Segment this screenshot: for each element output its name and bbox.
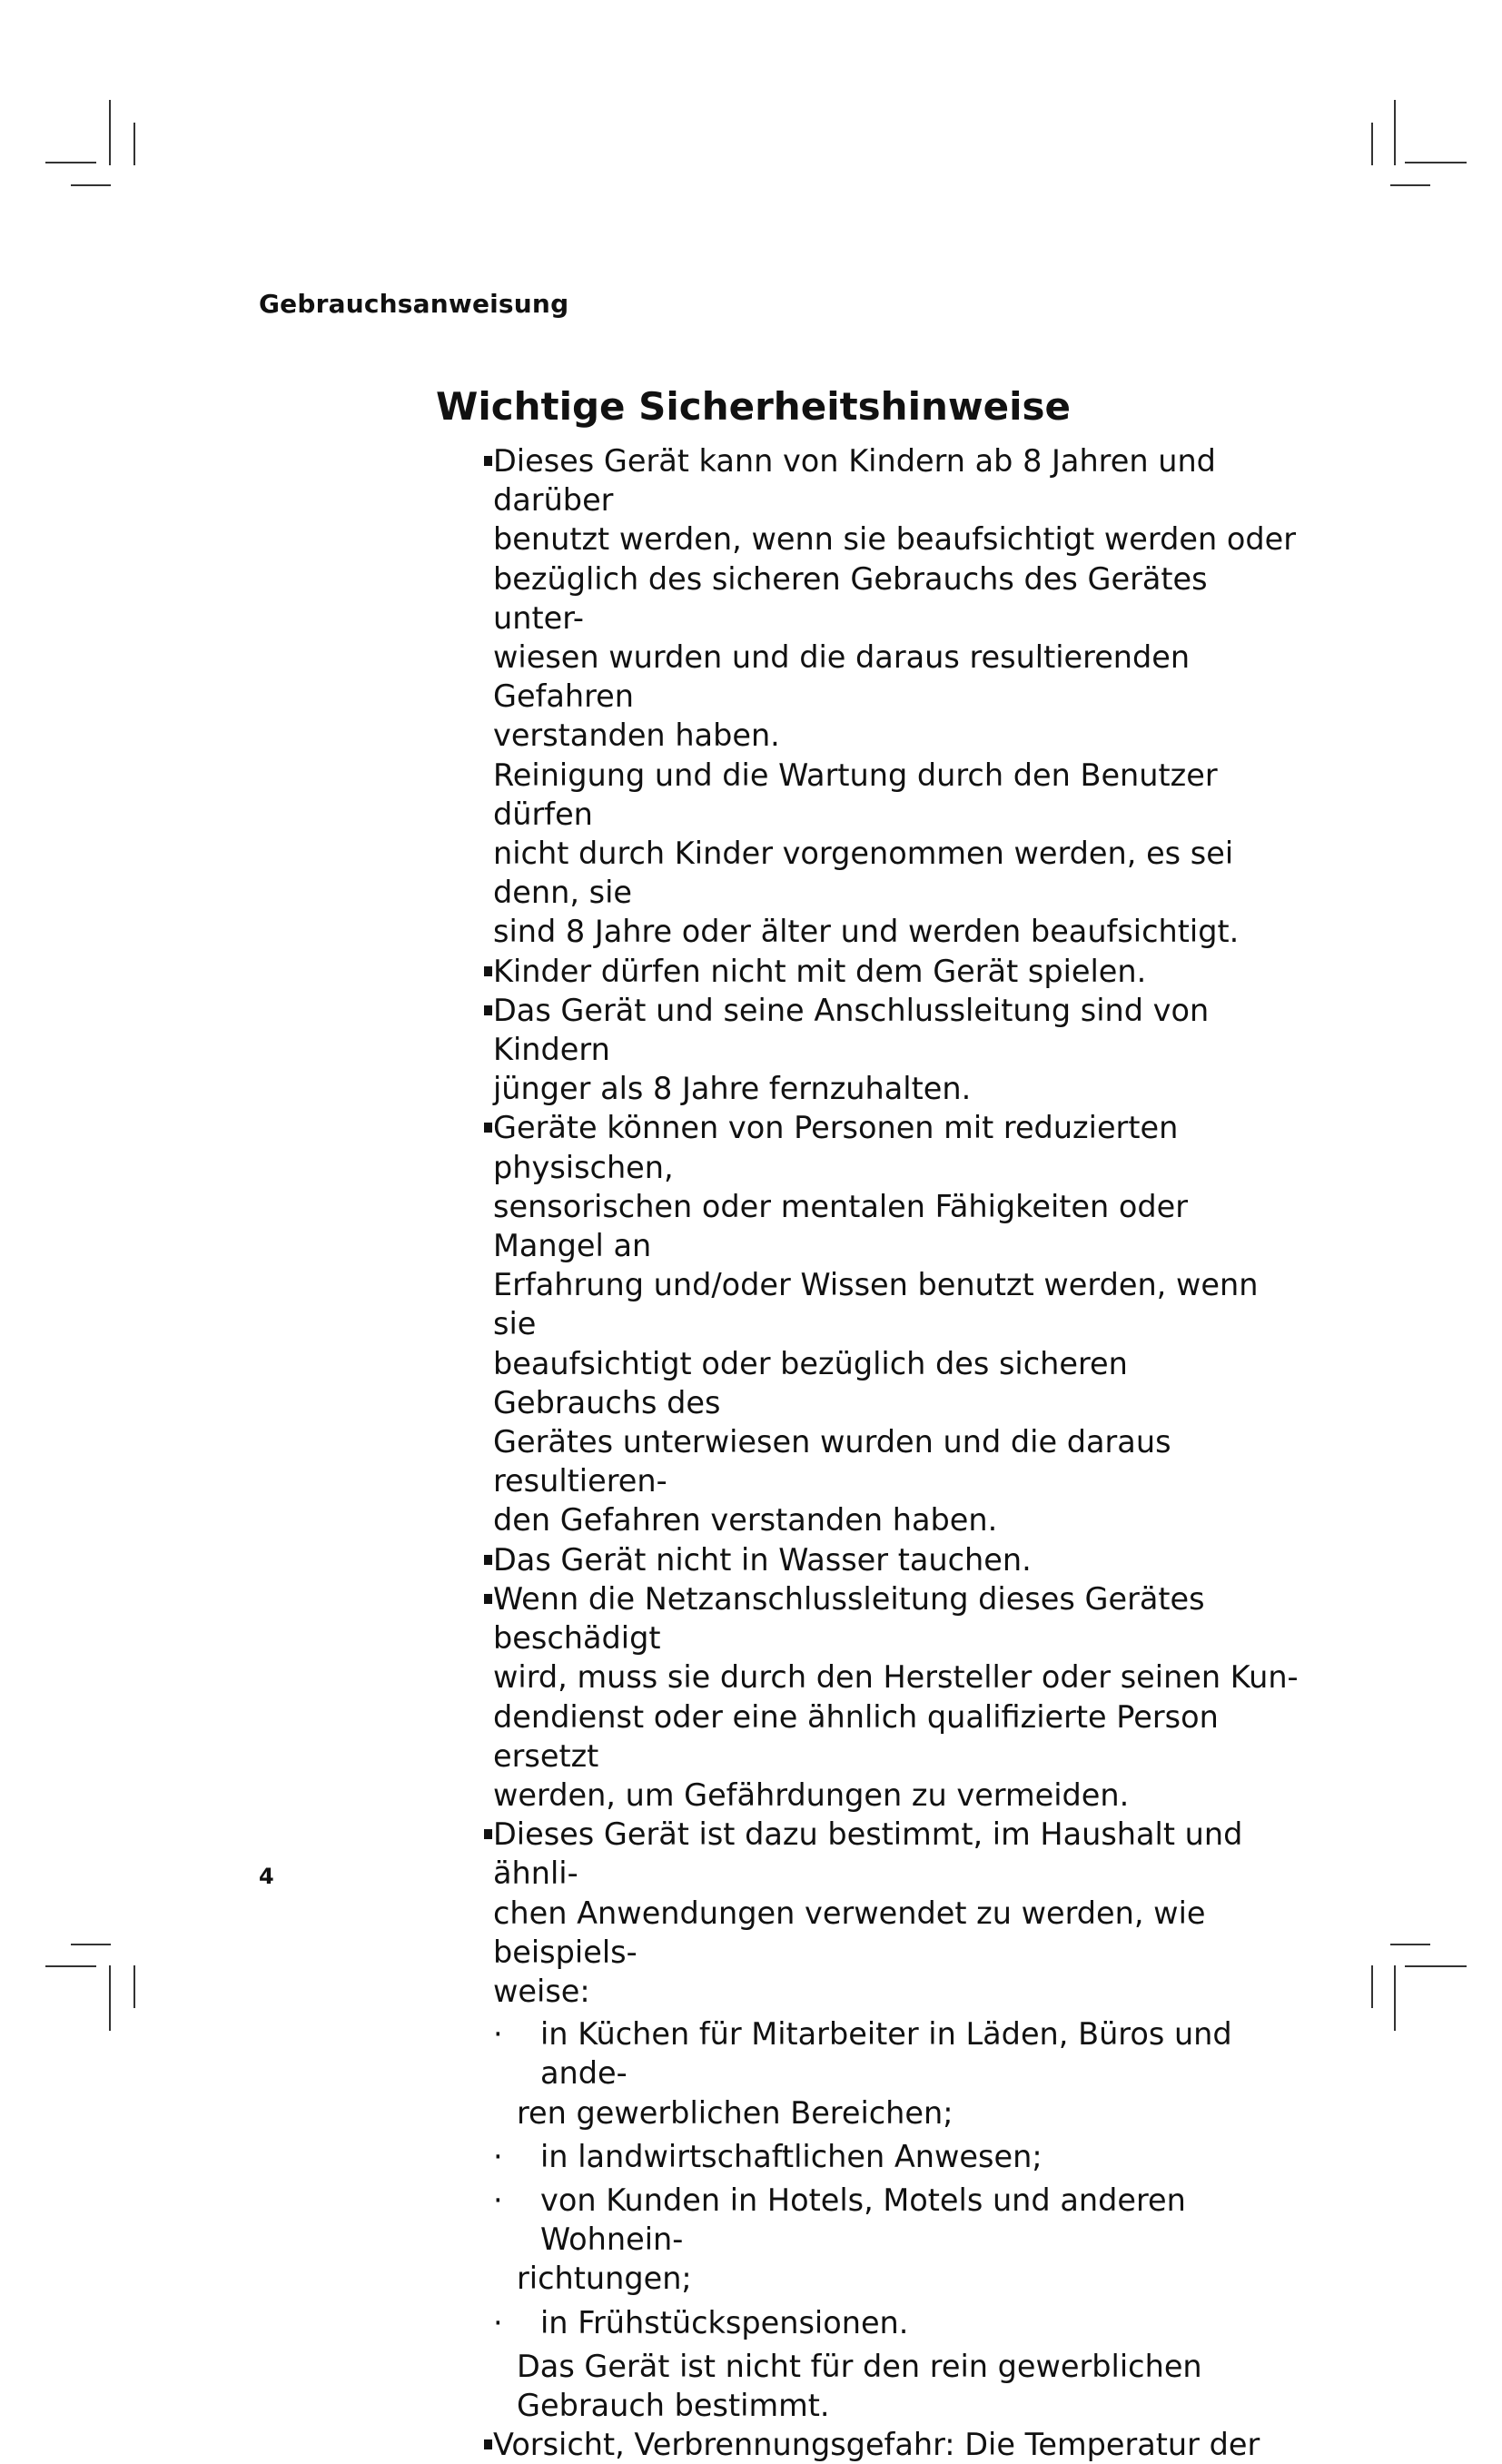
sub-line: von Kunden in Hotels, Motels und anderen Wohnein- bbox=[540, 2182, 1186, 2258]
crop-mark-bottom-right-v2 bbox=[1371, 1965, 1373, 2008]
bullet-item bbox=[460, 952, 1299, 991]
bullet-item bbox=[460, 2425, 1299, 2464]
bullet-line: wird, muss sie durch den Hersteller oder seinen Kun- bbox=[493, 1659, 1299, 1696]
sub-note-line: Das Gerät ist nicht für den rein gewerblichen bbox=[517, 2348, 1202, 2384]
sub-note-line: Gebrauch bestimmt. bbox=[517, 2387, 830, 2423]
crop-mark-top-left-v1 bbox=[109, 100, 111, 165]
sub-line: richtungen; bbox=[517, 2261, 692, 2297]
bullet-line: beaufsichtigt oder bezüglich des sicheren Gebrauchs des bbox=[493, 1345, 1128, 1420]
crop-mark-top-right-h1 bbox=[1405, 162, 1467, 163]
sub-list-item bbox=[493, 2014, 1299, 2132]
crop-mark-bottom-left-h1 bbox=[71, 1944, 111, 1945]
bullet-line: den Gefahren verstanden haben. bbox=[493, 1502, 998, 1539]
crop-mark-top-left-h2 bbox=[71, 184, 111, 186]
bullet-line: dendienst oder eine ähnlich qualifizierte Person ersetzt bbox=[493, 1698, 1219, 1774]
bullet-line: benutzt werden, wenn sie beaufsichtigt werden oder bbox=[493, 521, 1297, 558]
bullet-line: verstanden haben. bbox=[493, 717, 780, 754]
crop-mark-top-left-v2 bbox=[133, 123, 135, 165]
sub-list-item bbox=[493, 2303, 1299, 2342]
crop-mark-top-right-h2 bbox=[1390, 184, 1430, 186]
sub-line: ren gewerblichen Bereichen; bbox=[517, 2094, 954, 2131]
bullet-line: sensorischen oder mentalen Fähigkeiten oder Mangel an bbox=[493, 1188, 1189, 1264]
bullet-item bbox=[460, 1579, 1299, 1815]
bullet-line: sind 8 Jahre oder älter und werden beaufsichtigt. bbox=[493, 914, 1240, 950]
sub-note bbox=[517, 2347, 1299, 2425]
bullet-line: werden, um Gefährdungen zu vermeiden. bbox=[493, 1776, 1130, 1813]
bullet-line: chen Anwendungen verwendet zu werden, wie beispiels- bbox=[493, 1895, 1206, 1970]
bullet-line: Erfahrung und/oder Wissen benutzt werden, wenn sie bbox=[493, 1267, 1259, 1342]
bullet-line: weise: bbox=[493, 1973, 590, 2009]
bullet-item bbox=[460, 1108, 1299, 1539]
bullet-line: Das Gerät nicht in Wasser tauchen. bbox=[493, 1541, 1032, 1578]
sub-list-item bbox=[493, 2181, 1299, 2299]
crop-mark-top-left-h1 bbox=[45, 162, 96, 163]
bullet-item bbox=[460, 1815, 1299, 2011]
bullet-item bbox=[460, 991, 1299, 1109]
crop-mark-bottom-left-h2 bbox=[45, 1965, 96, 1967]
bullet-line: Reinigung und die Wartung durch den Benutzer dürfen bbox=[493, 757, 1218, 832]
crop-mark-top-right-v1 bbox=[1394, 100, 1396, 165]
sub-bullet-marker: · bbox=[493, 2182, 503, 2218]
bullet-line: bezüglich des sicheren Gebrauchs des Gerätes unter- bbox=[493, 560, 1208, 636]
bullet-line: Dieses Gerät kann von Kindern ab 8 Jahren und darüber bbox=[493, 443, 1216, 519]
sub-bullet-marker: · bbox=[493, 2016, 503, 2053]
sub-bullet-marker: · bbox=[493, 2138, 503, 2174]
sub-line: in Küchen für Mitarbeiter in Läden, Büros und ande- bbox=[540, 2016, 1232, 2092]
bullet-line: jünger als 8 Jahre fernzuhalten. bbox=[493, 1071, 972, 1107]
bullet-line: Kinder dürfen nicht mit dem Gerät spielen. bbox=[493, 953, 1147, 989]
sub-list-item bbox=[493, 2137, 1299, 2176]
bullet-line: Das Gerät und seine Anschlussleitung sind von Kindern bbox=[493, 992, 1210, 1068]
sub-line: in Frühstückspensionen. bbox=[540, 2304, 909, 2340]
crop-mark-bottom-right-h2 bbox=[1405, 1965, 1467, 1967]
crop-mark-bottom-left-v2 bbox=[133, 1965, 135, 2008]
bullet-line: Dieses Gerät ist dazu bestimmt, im Haushalt und ähnli- bbox=[493, 1816, 1243, 1892]
bullet-line: nicht durch Kinder vorgenommen werden, es sei denn, sie bbox=[493, 836, 1234, 911]
bullet-item bbox=[460, 1540, 1299, 1579]
crop-mark-top-right-v2 bbox=[1371, 123, 1373, 165]
bullet-item bbox=[460, 441, 1299, 952]
running-header: Gebrauchsanweisung bbox=[259, 289, 569, 319]
page-number: 4 bbox=[259, 1864, 274, 1889]
crop-mark-bottom-right-h1 bbox=[1390, 1944, 1430, 1945]
bullet-line: Gerätes unterwiesen wurden und die daraus resultieren- bbox=[493, 1424, 1171, 1499]
sub-bullet-marker: · bbox=[493, 2304, 503, 2340]
sub-line: in landwirtschaftlichen Anwesen; bbox=[540, 2138, 1043, 2174]
safety-section bbox=[436, 381, 1299, 2464]
crop-mark-bottom-left-v1 bbox=[109, 1965, 111, 2031]
bullet-line: Geräte können von Personen mit reduzierten physischen, bbox=[493, 1110, 1179, 1185]
section-title: Wichtige Sicherheitshinweise bbox=[436, 384, 1072, 429]
bullet-line: Wenn die Netzanschlussleitung dieses Gerätes beschädigt bbox=[493, 1580, 1205, 1657]
bullet-line: wiesen wurden und die daraus resultierenden Gefahren bbox=[493, 639, 1191, 715]
bullet-line: Vorsicht, Verbrennungsgefahr: Die Temperatur der bbox=[493, 2427, 1260, 2463]
crop-mark-bottom-right-v1 bbox=[1394, 1965, 1396, 2031]
